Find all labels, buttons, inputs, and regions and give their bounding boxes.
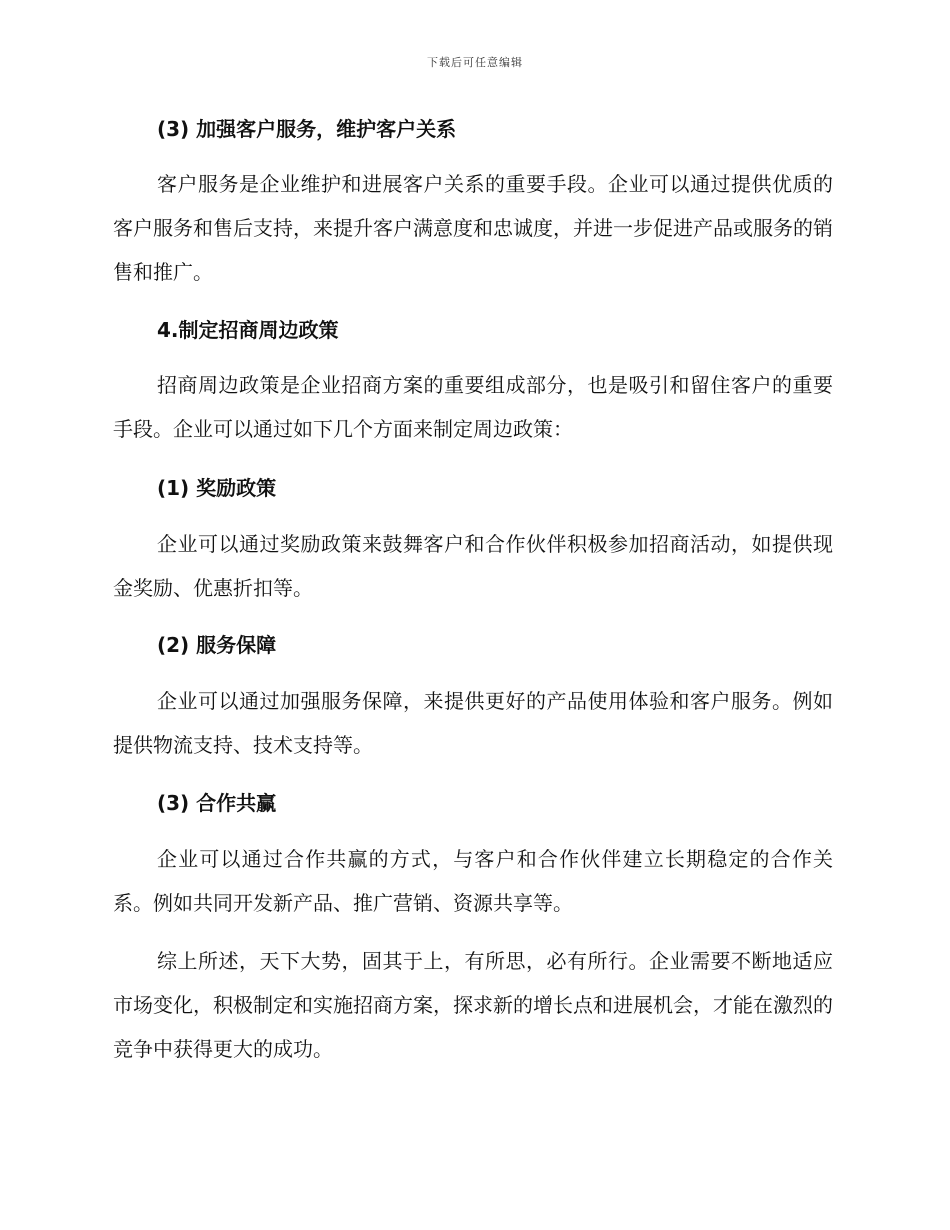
paragraph-win-win: 企业可以通过合作共赢的方式，与客户和合作伙伴建立长期稳定的合作关系。例如共同开发新产品、推广营销、资源共享等。 <box>113 847 833 915</box>
section-heading-customer-service: (3) 加强客户服务，维护客户关系 <box>157 117 457 141</box>
document-body <box>113 108 833 1071</box>
page-header: 下载后可任意编辑 <box>427 56 523 69</box>
section-heading-service-guarantee: (2) 服务保障 <box>157 633 277 657</box>
section-heading-peripheral-policy: 4.制定招商周边政策 <box>157 318 339 342</box>
paragraph-service-guarantee: 企业可以通过加强服务保障，来提供更好的产品使用体验和客户服务。例如提供物流支持、技术支持等。 <box>113 689 833 757</box>
paragraph-peripheral-policy: 招商周边政策是企业招商方案的重要组成部分，也是吸引和留住客户的重要手段。企业可以通过如下几个方面来制定周边政策： <box>113 373 833 441</box>
paragraph-reward-policy: 企业可以通过奖励政策来鼓舞客户和合作伙伴积极参加招商活动，如提供现金奖励、优惠折扣等。 <box>113 532 833 600</box>
section-heading-win-win: (3) 合作共赢 <box>157 791 277 815</box>
paragraph-conclusion: 综上所述，天下大势，固其于上，有所思，必有所行。企业需要不断地适应市场变化，积极制定和实施招商方案，探求新的增长点和进展机会，才能在激烈的竞争中获得更大的成功。 <box>113 949 833 1061</box>
paragraph-customer-service: 客户服务是企业维护和进展客户关系的重要手段。企业可以通过提供优质的客户服务和售后支持，来提升客户满意度和忠诚度，并进一步促进产品或服务的销售和推广。 <box>113 172 833 284</box>
section-heading-reward-policy: (1) 奖励政策 <box>157 476 277 500</box>
